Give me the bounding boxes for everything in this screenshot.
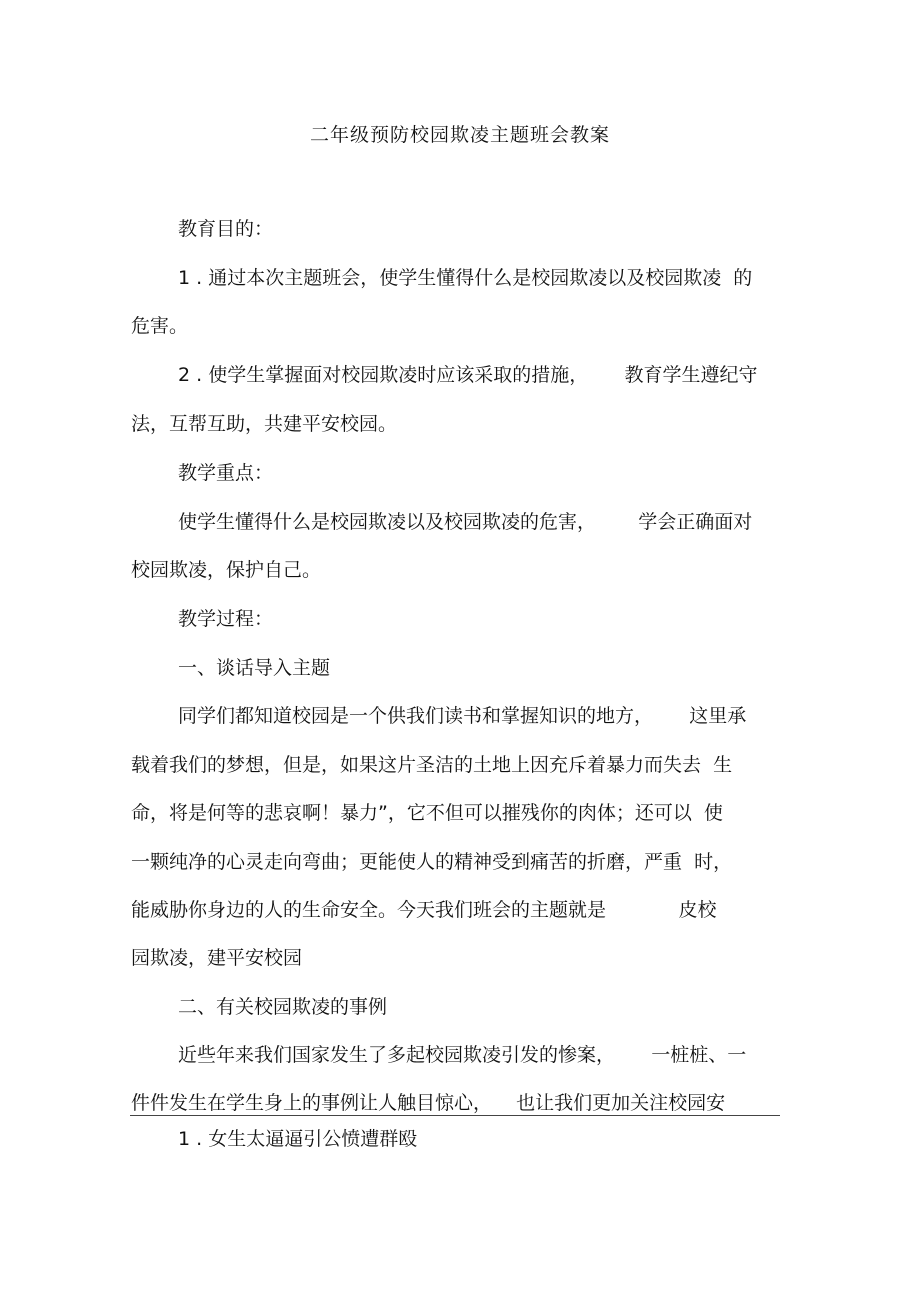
paragraph-line: 教学重点：: [178, 462, 274, 484]
paragraph-line: 1 . 女生太逼逼引公愤遭群殴: [178, 1128, 418, 1150]
paragraph-line: 危害。: [131, 315, 189, 337]
paragraph-line: 使学生懂得什么是校园欺凌以及校园欺凌的危害， 学会正确面对: [178, 511, 753, 533]
paragraph-line: 1 . 通过本次主题班会，使学生懂得什么是校园欺凌以及校园欺凌 的: [178, 267, 753, 289]
paragraph-line: 命，将是何等的悲哀啊！暴力”，它不但可以摧残你的肉体；还可以 使: [131, 802, 723, 824]
paragraph-line: 载着我们的梦想，但是，如果这片圣洁的土地上因充斥着暴力而失去 生: [131, 754, 733, 776]
paragraph-line: 一颗纯净的心灵走向弯曲；更能使人的精神受到痛苦的折磨，严重 时，: [131, 851, 733, 873]
paragraph-line: 教育目的：: [178, 218, 274, 240]
paragraph-line: 近些年来我们国家发生了多起校园欺凌引发的惨案， 一桩桩、一: [178, 1044, 747, 1066]
paragraph-line: 教学过程：: [178, 608, 274, 630]
paragraph-line: 校园欺凌，保护自己。: [131, 559, 322, 581]
paragraph-line: 2 . 使学生掌握面对校园欺凌时应该采取的措施， 教育学生遵纪守: [178, 364, 758, 386]
paragraph-line: 同学们都知道校园是一个供我们读书和掌握知识的地方， 这里承: [178, 705, 747, 727]
paragraph-line: 能威胁你身边的人的生命安全。今天我们班会的主题就是 皮校: [131, 899, 717, 921]
paragraph-line: 一、谈话导入主题: [178, 657, 331, 679]
paragraph-line: 园欺凌，建平安校园: [131, 947, 303, 969]
paragraph-line: 件件发生在学生身上的事例让人触目惊心， 也让我们更加关注校园安: [131, 1092, 726, 1114]
paragraph-line: 二、有关校园欺凌的事例: [178, 996, 388, 1018]
document-title: 二年级预防校园欺凌主题班会教案: [309, 124, 610, 146]
paragraph-line: 法，互帮互助，共建平安校园。: [131, 413, 398, 435]
page-divider: [130, 1115, 780, 1116]
